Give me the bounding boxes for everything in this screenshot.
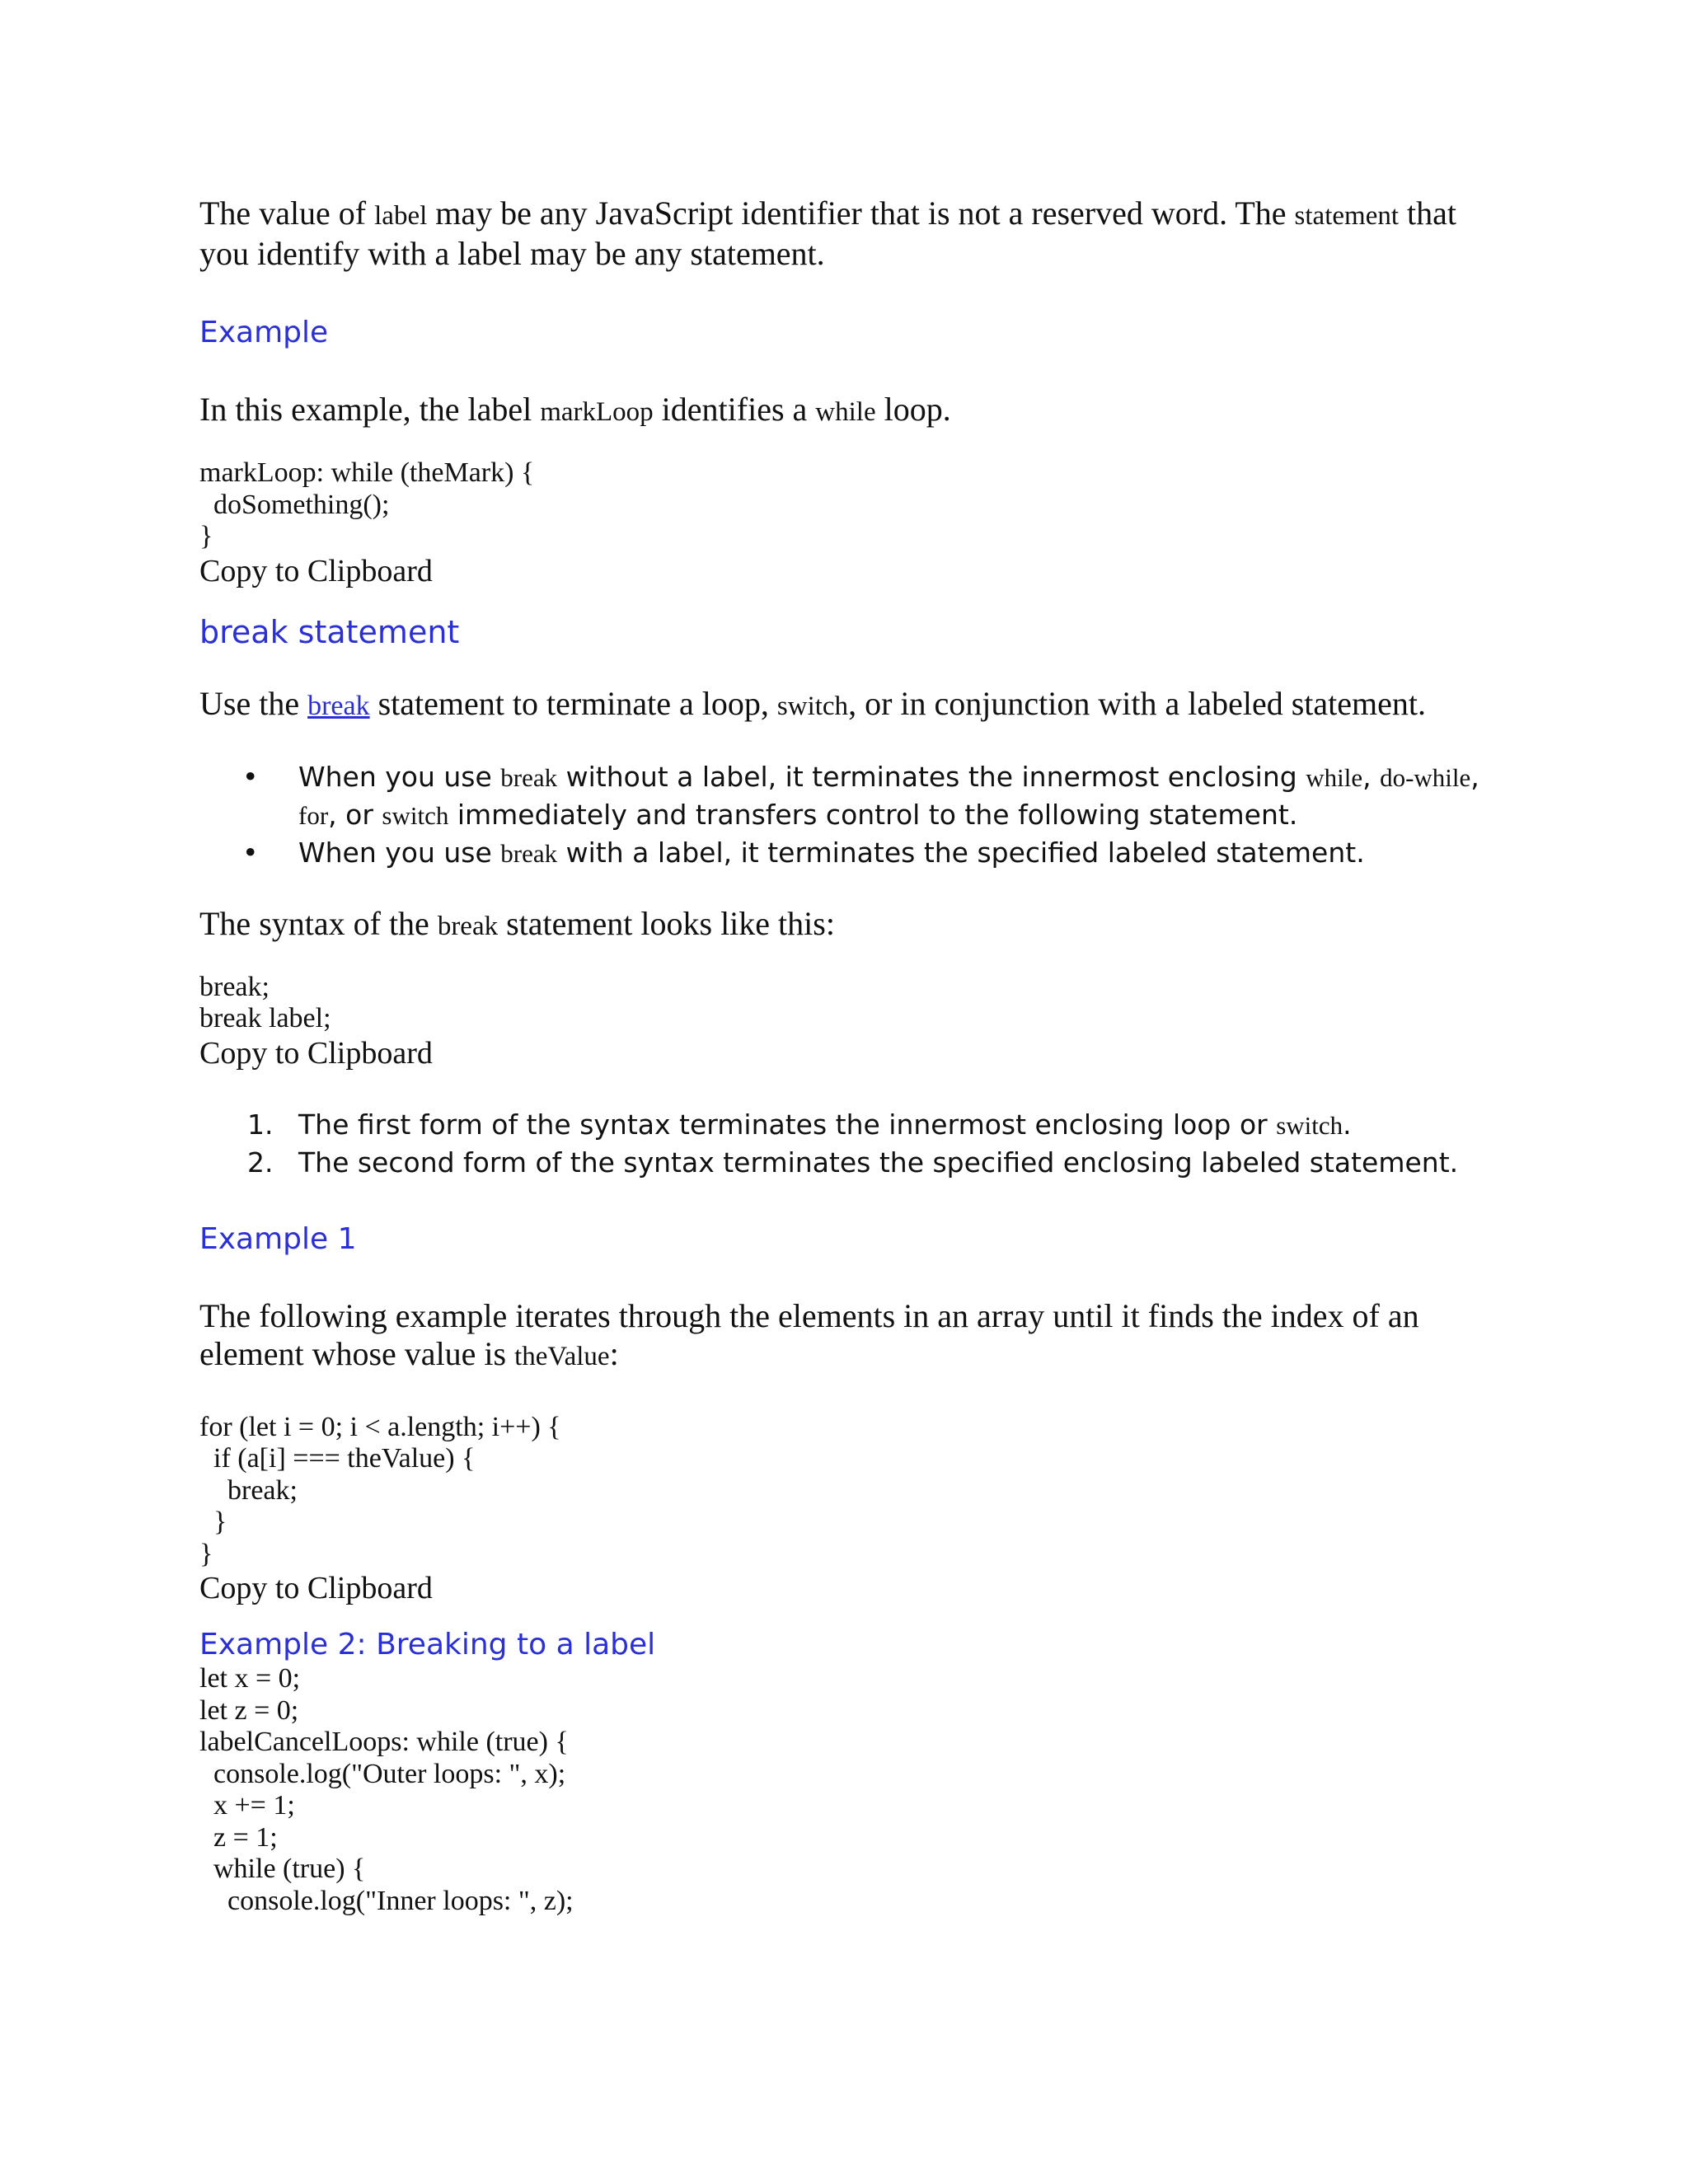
break-link[interactable]: break (307, 690, 370, 721)
inline-code-do-while: do-while (1380, 762, 1471, 792)
example-1-paragraph (199, 1297, 1485, 1376)
bullet-text: , or (328, 798, 382, 831)
break-intro-text-2: statement to terminate a loop, (369, 684, 777, 722)
code-block-label-loops: let x = 0; let z = 0; labelCancelLoops: while (true) { console.log("Outer loops: ", x); x += 1; z = 1; while (true) { console.log("Inner loops: ", z); (199, 1663, 574, 1916)
code-block-break-syntax: break; break label; (199, 971, 331, 1033)
list-item (199, 758, 1485, 834)
syntax-text-1: The syntax of the (199, 904, 438, 942)
inline-code-statement: statement (1294, 201, 1400, 231)
break-bullet-list (199, 758, 1485, 872)
example-description (199, 391, 1485, 431)
example-text-1: In this example, the label (199, 391, 541, 428)
inline-code-while: while (815, 397, 876, 427)
list-item (199, 1144, 1485, 1181)
bullet-icon: • (242, 836, 259, 869)
bullet-text: When you use (298, 836, 501, 869)
list-number: 1. (247, 1108, 274, 1141)
code-block-for-loop: for (let i = 0; i < a.length; i++) { if (a[i] === theValue) { break; } } (199, 1411, 561, 1569)
code-block-markloop: markLoop: while (theMark) { doSomething(); } (199, 457, 535, 551)
inline-code-switch: switch (1276, 1110, 1343, 1140)
bullet-text: When you use (298, 760, 501, 793)
example-1-text-2: : (609, 1334, 619, 1372)
list-item (199, 1106, 1485, 1144)
list-item-text: . (1343, 1108, 1352, 1141)
break-statement-heading: break statement (199, 613, 460, 650)
inline-code-break: break (500, 762, 558, 792)
example-1-heading: Example 1 (199, 1221, 357, 1256)
inline-code-switch: switch (382, 800, 449, 830)
example-heading: Example (199, 316, 329, 349)
bullet-text: immediately and transfers control to the following statement. (448, 798, 1298, 831)
list-item-text: The second form of the syntax terminates the specified enclosing labeled statement. (298, 1146, 1459, 1179)
copy-to-clipboard-button[interactable]: Copy to Clipboard (199, 1035, 433, 1071)
bullet-text: without a label, it terminates the innermost enclosing (557, 760, 1306, 793)
copy-to-clipboard-button[interactable]: Copy to Clipboard (199, 553, 433, 588)
bullet-text: , (1362, 760, 1381, 793)
intro-text-3: that you identify with a label may be any statement. (199, 194, 1456, 272)
syntax-paragraph (199, 905, 1485, 945)
break-intro-text-1: Use the (199, 684, 308, 722)
copy-to-clipboard-button[interactable]: Copy to Clipboard (199, 1571, 433, 1605)
inline-code-markloop: markLoop (540, 397, 654, 427)
list-number: 2. (247, 1146, 274, 1179)
inline-code-switch: switch (776, 691, 849, 721)
inline-code-while: while (1306, 762, 1363, 792)
break-intro-paragraph (199, 685, 1485, 725)
inline-code-thevalue: theValue (514, 1341, 610, 1371)
syntax-text-2: statement looks like this: (498, 904, 835, 942)
intro-text-2: may be any JavaScript identifier that is not a reserved word. The (427, 194, 1295, 232)
bullet-icon: • (242, 760, 259, 793)
example-text-2: identifies a (653, 391, 816, 428)
inline-code-for: for (298, 800, 329, 830)
break-intro-text-3: , or in conjunction with a labeled statement. (848, 684, 1426, 722)
list-item (199, 834, 1485, 872)
list-item-text: The first form of the syntax terminates the innermost enclosing loop or (298, 1108, 1277, 1141)
intro-paragraph (199, 194, 1485, 273)
bullet-text: , (1470, 760, 1479, 793)
inline-code-break: break (437, 911, 499, 941)
bullet-text: with a label, it terminates the specified labeled statement. (557, 836, 1365, 869)
document-page (199, 194, 1485, 1917)
inline-code-label: label (374, 201, 428, 231)
inline-code-break: break (500, 838, 558, 868)
example-text-3: loop. (875, 391, 951, 428)
intro-text-1: The value of (199, 194, 375, 232)
example-2-heading: Example 2: Breaking to a label (199, 1628, 656, 1661)
example-1-text-1: The following example iterates through the elements in an array until it finds the index of an element whose value is (199, 1296, 1419, 1372)
syntax-numbered-list (199, 1106, 1485, 1181)
